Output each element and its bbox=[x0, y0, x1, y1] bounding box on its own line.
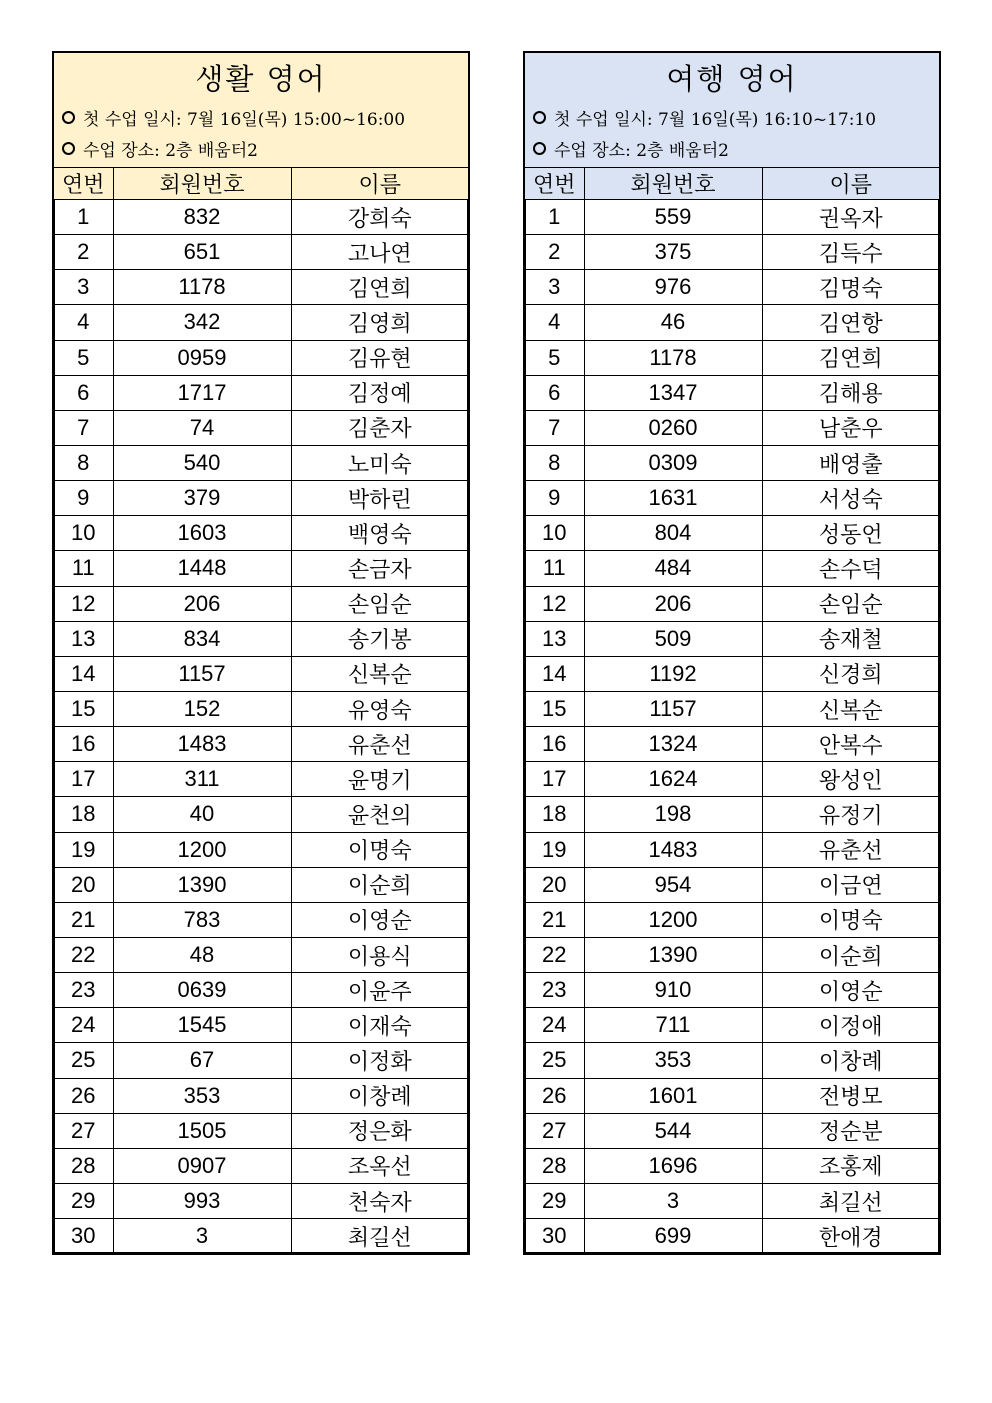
class-time-text: 첫 수업 일시: 7월 16일(목) 16:10~17:10 bbox=[554, 110, 877, 130]
member-id: 1178 bbox=[113, 270, 291, 305]
member-id: 783 bbox=[113, 902, 291, 937]
row-number: 21 bbox=[54, 902, 113, 937]
member-id: 206 bbox=[113, 586, 291, 621]
member-id: 48 bbox=[113, 937, 291, 972]
row-number: 29 bbox=[525, 1183, 584, 1218]
member-id: 1717 bbox=[113, 375, 291, 410]
table-row bbox=[525, 375, 939, 410]
table-row bbox=[54, 1183, 468, 1218]
table-row bbox=[54, 867, 468, 902]
row-number: 7 bbox=[54, 410, 113, 445]
row-number: 1 bbox=[525, 200, 584, 235]
row-number: 24 bbox=[54, 1008, 113, 1043]
member-id: 993 bbox=[113, 1183, 291, 1218]
table-row bbox=[54, 340, 468, 375]
row-number: 10 bbox=[525, 516, 584, 551]
row-number: 2 bbox=[54, 235, 113, 270]
row-number: 21 bbox=[525, 902, 584, 937]
row-number: 28 bbox=[525, 1148, 584, 1183]
table-row bbox=[525, 727, 939, 762]
member-id: 1178 bbox=[584, 340, 762, 375]
table-row bbox=[525, 340, 939, 375]
member-name: 김춘자 bbox=[291, 410, 468, 445]
row-number: 25 bbox=[54, 1043, 113, 1078]
row-number: 3 bbox=[54, 270, 113, 305]
table-row bbox=[525, 832, 939, 867]
row-number: 27 bbox=[54, 1113, 113, 1148]
header-name: 이름 bbox=[762, 168, 939, 200]
bullet-circle-icon bbox=[62, 111, 75, 124]
member-id: 311 bbox=[113, 762, 291, 797]
row-number: 26 bbox=[54, 1078, 113, 1113]
member-name: 이윤주 bbox=[291, 973, 468, 1008]
member-id: 353 bbox=[584, 1043, 762, 1078]
member-name: 손수덕 bbox=[762, 551, 939, 586]
member-name: 백영숙 bbox=[291, 516, 468, 551]
member-id: 699 bbox=[584, 1219, 762, 1254]
table-row bbox=[525, 973, 939, 1008]
table-row bbox=[54, 1043, 468, 1078]
member-id: 651 bbox=[113, 235, 291, 270]
row-number: 1 bbox=[54, 200, 113, 235]
member-id: 0907 bbox=[113, 1148, 291, 1183]
table-row bbox=[54, 270, 468, 305]
roster-table bbox=[525, 168, 939, 1253]
class-place-line bbox=[54, 136, 468, 167]
row-number: 11 bbox=[54, 551, 113, 586]
member-id: 3 bbox=[113, 1219, 291, 1254]
row-number: 23 bbox=[525, 973, 584, 1008]
row-number: 6 bbox=[525, 375, 584, 410]
row-number: 27 bbox=[525, 1113, 584, 1148]
row-number: 24 bbox=[525, 1008, 584, 1043]
table-row bbox=[525, 1043, 939, 1078]
table-row bbox=[525, 656, 939, 691]
row-number: 12 bbox=[525, 586, 584, 621]
member-id: 1200 bbox=[113, 832, 291, 867]
row-number: 9 bbox=[525, 481, 584, 516]
row-number: 25 bbox=[525, 1043, 584, 1078]
member-id: 1696 bbox=[584, 1148, 762, 1183]
row-number: 29 bbox=[54, 1183, 113, 1218]
table-row bbox=[525, 1219, 939, 1254]
row-number: 18 bbox=[54, 797, 113, 832]
member-name: 박하린 bbox=[291, 481, 468, 516]
row-number: 8 bbox=[54, 445, 113, 480]
panel-header bbox=[525, 53, 939, 168]
header-member-id: 회원번호 bbox=[113, 168, 291, 200]
table-row bbox=[525, 445, 939, 480]
member-name: 최길선 bbox=[347, 1225, 412, 1251]
table-row bbox=[525, 762, 939, 797]
member-id: 342 bbox=[113, 305, 291, 340]
member-name: 권옥자 bbox=[762, 200, 939, 235]
member-id: 0959 bbox=[113, 340, 291, 375]
class-time-line bbox=[54, 105, 468, 136]
row-number: 14 bbox=[525, 656, 584, 691]
member-name: 천숙자 bbox=[291, 1183, 468, 1218]
member-id: 1545 bbox=[113, 1008, 291, 1043]
class-place-text: 수업 장소: 2층 배움터2 bbox=[554, 141, 729, 161]
table-row bbox=[54, 902, 468, 937]
table-row bbox=[525, 551, 939, 586]
table-row bbox=[525, 1183, 939, 1218]
table-row bbox=[54, 1008, 468, 1043]
table-row bbox=[525, 1078, 939, 1113]
member-id: 206 bbox=[584, 586, 762, 621]
row-number: 19 bbox=[525, 832, 584, 867]
row-number: 20 bbox=[525, 867, 584, 902]
class-title: 여행 영어 bbox=[666, 62, 798, 96]
member-name: 손금자 bbox=[291, 551, 468, 586]
table-row bbox=[525, 621, 939, 656]
header-name: 이름 bbox=[291, 168, 468, 200]
table-row bbox=[54, 481, 468, 516]
class-time-text: 첫 수업 일시: 7월 16일(목) 15:00~16:00 bbox=[83, 110, 406, 130]
table-row bbox=[54, 656, 468, 691]
table-row bbox=[525, 586, 939, 621]
member-name: 신복순 bbox=[291, 656, 468, 691]
member-name: 고나연 bbox=[291, 235, 468, 270]
table-row bbox=[525, 1113, 939, 1148]
row-number: 16 bbox=[54, 727, 113, 762]
member-id: 540 bbox=[113, 445, 291, 480]
table-row bbox=[54, 305, 468, 340]
member-name: 이금연 bbox=[762, 867, 939, 902]
member-name: 최길선 bbox=[762, 1183, 939, 1218]
row-number: 17 bbox=[54, 762, 113, 797]
member-name: 정은화 bbox=[291, 1113, 468, 1148]
member-name: 신경희 bbox=[762, 656, 939, 691]
row-number: 12 bbox=[54, 586, 113, 621]
table-row bbox=[54, 973, 468, 1008]
member-name: 유정기 bbox=[762, 797, 939, 832]
table-row bbox=[54, 235, 468, 270]
row-number: 17 bbox=[525, 762, 584, 797]
row-number: 4 bbox=[54, 305, 113, 340]
row-number: 2 bbox=[525, 235, 584, 270]
table-row bbox=[525, 516, 939, 551]
table-row bbox=[525, 937, 939, 972]
member-name: 김영희 bbox=[291, 305, 468, 340]
table-row bbox=[54, 937, 468, 972]
table-row bbox=[54, 727, 468, 762]
member-name: 유춘선 bbox=[762, 832, 939, 867]
member-name: 유춘선 bbox=[291, 727, 468, 762]
table-row bbox=[54, 1113, 468, 1148]
table-row bbox=[525, 305, 939, 340]
member-name: 전병모 bbox=[762, 1078, 939, 1113]
member-id: 1347 bbox=[584, 375, 762, 410]
member-name: 김연희 bbox=[762, 340, 939, 375]
member-id: 509 bbox=[584, 621, 762, 656]
member-name: 이창례 bbox=[762, 1043, 939, 1078]
class-panel-daily-english bbox=[52, 51, 470, 1255]
member-id: 1157 bbox=[584, 691, 762, 726]
member-name: 이창례 bbox=[291, 1078, 468, 1113]
member-id: 1631 bbox=[584, 481, 762, 516]
member-id: 832 bbox=[113, 200, 291, 235]
member-id: 1390 bbox=[113, 867, 291, 902]
member-name: 이재숙 bbox=[291, 1008, 468, 1043]
table-row bbox=[54, 621, 468, 656]
table-header-row bbox=[525, 168, 939, 200]
member-id: 375 bbox=[584, 235, 762, 270]
table-row bbox=[525, 902, 939, 937]
class-time-line bbox=[525, 105, 939, 136]
member-name: 노미숙 bbox=[291, 445, 468, 480]
member-id: 1390 bbox=[584, 937, 762, 972]
header-number: 연번 bbox=[525, 168, 584, 200]
member-name: 손임순 bbox=[762, 586, 939, 621]
member-name: 이영순 bbox=[291, 902, 468, 937]
header-number: 연번 bbox=[54, 168, 113, 200]
header-member-id: 회원번호 bbox=[584, 168, 762, 200]
member-id: 74 bbox=[113, 410, 291, 445]
table-row bbox=[54, 1078, 468, 1113]
member-id: 1505 bbox=[113, 1113, 291, 1148]
row-number: 15 bbox=[54, 691, 113, 726]
row-number: 5 bbox=[525, 340, 584, 375]
member-id: 67 bbox=[113, 1043, 291, 1078]
table-row bbox=[525, 410, 939, 445]
table-row bbox=[525, 200, 939, 235]
member-id: 484 bbox=[584, 551, 762, 586]
member-id: 379 bbox=[113, 481, 291, 516]
member-name: 안복수 bbox=[762, 727, 939, 762]
member-id: 0309 bbox=[584, 445, 762, 480]
member-name: 김명숙 bbox=[762, 270, 939, 305]
table-row bbox=[54, 832, 468, 867]
member-name: 김유현 bbox=[291, 340, 468, 375]
table-row bbox=[54, 445, 468, 480]
member-id: 40 bbox=[113, 797, 291, 832]
member-name: 이순희 bbox=[291, 867, 468, 902]
member-id: 0639 bbox=[113, 973, 291, 1008]
table-row bbox=[54, 1219, 468, 1254]
table-row bbox=[54, 516, 468, 551]
member-name: 왕성인 bbox=[762, 762, 939, 797]
member-name: 신복순 bbox=[762, 691, 939, 726]
member-name: 송재철 bbox=[762, 621, 939, 656]
member-name: 한애경 bbox=[818, 1225, 883, 1251]
member-id: 0260 bbox=[584, 410, 762, 445]
table-header-row bbox=[54, 168, 468, 200]
member-id: 1601 bbox=[584, 1078, 762, 1113]
row-number: 26 bbox=[525, 1078, 584, 1113]
member-id: 834 bbox=[113, 621, 291, 656]
bullet-circle-icon bbox=[533, 111, 546, 124]
member-id: 46 bbox=[584, 305, 762, 340]
member-name: 서성숙 bbox=[762, 481, 939, 516]
row-number: 9 bbox=[54, 481, 113, 516]
member-id: 1603 bbox=[113, 516, 291, 551]
bullet-circle-icon bbox=[62, 142, 75, 155]
class-place-text: 수업 장소: 2층 배움터2 bbox=[83, 141, 258, 161]
row-number: 23 bbox=[54, 973, 113, 1008]
row-number: 4 bbox=[525, 305, 584, 340]
member-id: 198 bbox=[584, 797, 762, 832]
bullet-circle-icon bbox=[533, 142, 546, 155]
member-name: 손임순 bbox=[291, 586, 468, 621]
table-row bbox=[525, 691, 939, 726]
row-number: 28 bbox=[54, 1148, 113, 1183]
class-panel-travel-english bbox=[523, 51, 941, 1255]
table-row bbox=[54, 200, 468, 235]
table-row bbox=[54, 375, 468, 410]
member-id: 1624 bbox=[584, 762, 762, 797]
member-id: 1157 bbox=[113, 656, 291, 691]
member-name: 정순분 bbox=[762, 1113, 939, 1148]
table-row bbox=[525, 1008, 939, 1043]
row-number: 22 bbox=[525, 937, 584, 972]
table-row bbox=[54, 797, 468, 832]
row-number: 13 bbox=[525, 621, 584, 656]
roster-table bbox=[54, 168, 468, 1253]
member-id: 544 bbox=[584, 1113, 762, 1148]
member-name: 유영숙 bbox=[291, 691, 468, 726]
member-id: 954 bbox=[584, 867, 762, 902]
table-row bbox=[525, 867, 939, 902]
member-name: 강희숙 bbox=[291, 200, 468, 235]
member-name: 배영출 bbox=[762, 445, 939, 480]
member-name: 송기봉 bbox=[291, 621, 468, 656]
class-title: 생활 영어 bbox=[195, 62, 327, 96]
member-name: 성동언 bbox=[762, 516, 939, 551]
row-number: 3 bbox=[525, 270, 584, 305]
row-number: 18 bbox=[525, 797, 584, 832]
table-row bbox=[525, 481, 939, 516]
member-name: 이순희 bbox=[762, 937, 939, 972]
member-name: 윤명기 bbox=[291, 762, 468, 797]
member-name: 조홍제 bbox=[762, 1148, 939, 1183]
member-id: 559 bbox=[584, 200, 762, 235]
member-name: 김득수 bbox=[762, 235, 939, 270]
row-number: 22 bbox=[54, 937, 113, 972]
row-number: 19 bbox=[54, 832, 113, 867]
row-number: 30 bbox=[54, 1219, 113, 1254]
member-name: 이명숙 bbox=[291, 832, 468, 867]
row-number: 10 bbox=[54, 516, 113, 551]
member-id: 711 bbox=[584, 1008, 762, 1043]
row-number: 13 bbox=[54, 621, 113, 656]
row-number: 20 bbox=[54, 867, 113, 902]
member-id: 1200 bbox=[584, 902, 762, 937]
table-row bbox=[54, 551, 468, 586]
table-row bbox=[525, 1148, 939, 1183]
member-id: 1324 bbox=[584, 727, 762, 762]
table-row bbox=[525, 797, 939, 832]
row-number: 14 bbox=[54, 656, 113, 691]
row-number: 16 bbox=[525, 727, 584, 762]
member-id: 910 bbox=[584, 973, 762, 1008]
member-name: 윤천의 bbox=[291, 797, 468, 832]
row-number: 6 bbox=[54, 375, 113, 410]
member-name: 김해용 bbox=[762, 375, 939, 410]
member-id: 1192 bbox=[584, 656, 762, 691]
member-name: 조옥선 bbox=[291, 1148, 468, 1183]
member-name: 남춘우 bbox=[762, 410, 939, 445]
member-id: 1483 bbox=[584, 832, 762, 867]
member-name: 이명숙 bbox=[762, 902, 939, 937]
member-name: 김정예 bbox=[291, 375, 468, 410]
row-number: 30 bbox=[525, 1219, 584, 1254]
row-number: 11 bbox=[525, 551, 584, 586]
member-id: 1483 bbox=[113, 727, 291, 762]
member-name: 이용식 bbox=[291, 937, 468, 972]
member-name: 김연희 bbox=[291, 270, 468, 305]
row-number: 7 bbox=[525, 410, 584, 445]
row-number: 5 bbox=[54, 340, 113, 375]
member-id: 976 bbox=[584, 270, 762, 305]
member-name: 이정화 bbox=[291, 1043, 468, 1078]
panel-header bbox=[54, 53, 468, 168]
table-row bbox=[54, 586, 468, 621]
table-row bbox=[54, 410, 468, 445]
table-row bbox=[525, 270, 939, 305]
row-number: 8 bbox=[525, 445, 584, 480]
member-id: 1448 bbox=[113, 551, 291, 586]
member-name: 이정애 bbox=[762, 1008, 939, 1043]
member-id: 3 bbox=[584, 1183, 762, 1218]
table-row bbox=[54, 1148, 468, 1183]
member-id: 804 bbox=[584, 516, 762, 551]
table-row bbox=[525, 235, 939, 270]
member-id: 353 bbox=[113, 1078, 291, 1113]
class-place-line bbox=[525, 136, 939, 167]
table-row bbox=[54, 691, 468, 726]
member-name: 이영순 bbox=[762, 973, 939, 1008]
member-id: 152 bbox=[113, 691, 291, 726]
row-number: 15 bbox=[525, 691, 584, 726]
member-name: 김연항 bbox=[762, 305, 939, 340]
table-row bbox=[54, 762, 468, 797]
